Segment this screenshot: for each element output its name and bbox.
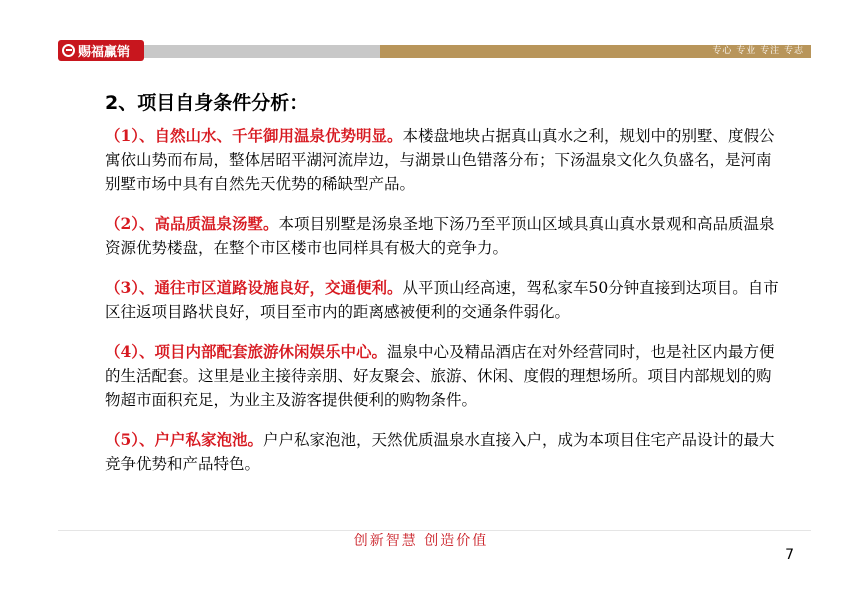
header-slogan: 专心 专业 专注 专志 — [712, 46, 804, 56]
footer-motto: 创新智慧 创造价值 — [353, 533, 489, 549]
list-item — [105, 340, 785, 412]
item-body: 户户私家泡池，天然优质温泉水直接入户，成为本项目住宅产品设计的最大竞争优势和产品特色。 — [105, 431, 775, 473]
item-heading: （5）、户户私家泡池。 — [105, 430, 264, 449]
item-body: 本楼盘地块占据真山真水之利，规划中的别墅、度假公寓依山势而布局，整体居昭平湖河流岸边，与湖景山色错落分布；下汤温泉文化久负盛名，是河南别墅市场中具有自然先天优势的稀缺型产品。 — [105, 127, 775, 193]
list-item — [105, 428, 785, 476]
item-body: 本项目别墅是汤泉圣地下汤乃至平顶山区域具真山真水景观和高品质温泉资源优势楼盘，在整个市区楼市也同样具有极大的竞争力。 — [105, 215, 775, 257]
item-heading: （4）、项目内部配套旅游休闲娱乐中心。 — [105, 342, 388, 361]
page-number: 7 — [785, 547, 794, 563]
brand-logo — [58, 40, 144, 61]
item-body: 温泉中心及精品酒店在对外经营同时，也是社区内最方便的生活配套。这里是业主接待亲朋、好友聚会、旅游、休闲、度假的理想场所。项目内部规划的购物超市面积充足，为业主及游客提供便利的购物条件。 — [105, 343, 775, 409]
list-item — [105, 124, 785, 196]
list-item — [105, 212, 785, 260]
list-item — [105, 276, 785, 324]
analysis-list — [105, 124, 785, 492]
page-title: 2、项目自身条件分析： — [105, 92, 309, 114]
header-bar — [58, 45, 811, 58]
logo-mark-icon — [62, 44, 75, 57]
item-heading: （3）、通往市区道路设施良好，交通便利。 — [105, 278, 403, 297]
item-heading: （2）、高品质温泉汤墅。 — [105, 214, 279, 233]
logo-text: 赐福赢销 — [78, 45, 131, 60]
item-heading: （1）、自然山水、千年御用温泉优势明显。 — [105, 126, 403, 145]
item-body: 从平顶山经高速，驾私家车50分钟直接到达项目。自市区往返项目路状良好，项目至市内的距离感被便利的交通条件弱化。 — [105, 279, 779, 321]
